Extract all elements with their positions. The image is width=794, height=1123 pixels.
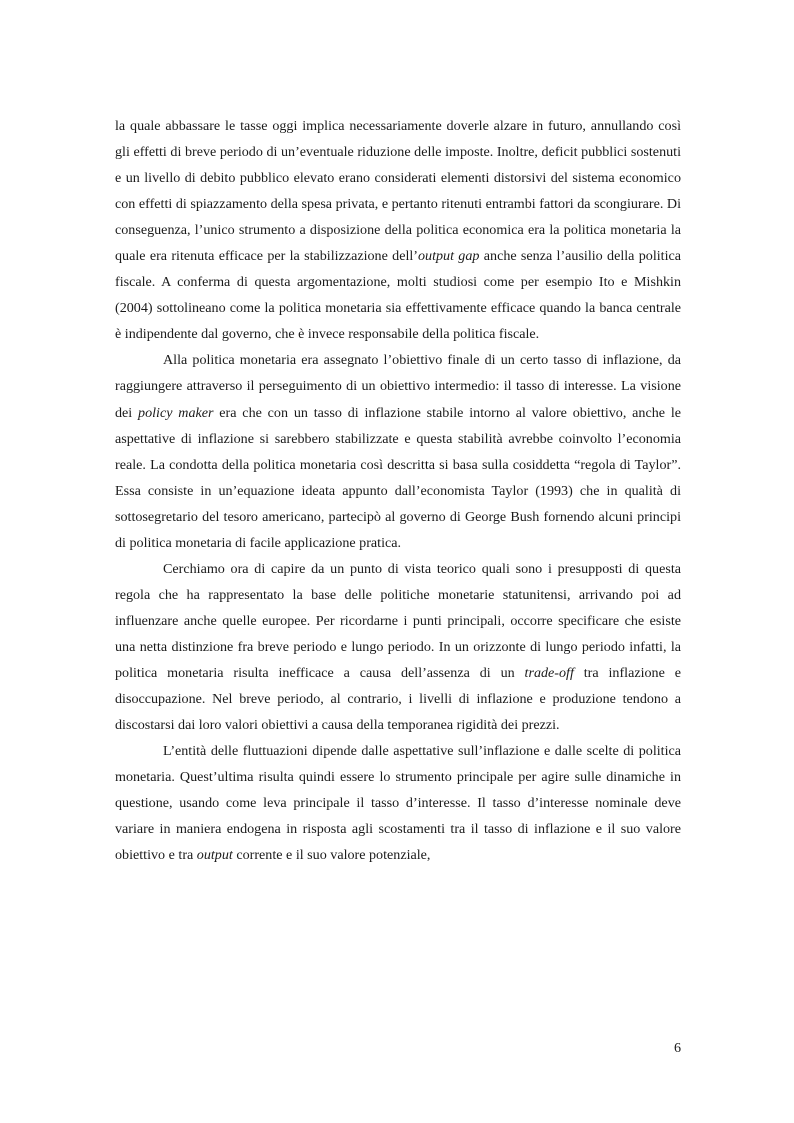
paragraph-2 xyxy=(115,347,681,555)
text-run: la quale abbassare le tasse oggi implica necessariamente doverle alzare in futuro, annullando così gli effetti di breve periodo di un’eventuale riduzione delle imposte. Inoltre, deficit pubblici sostenuti e un livello di debito pubblico elevato erano considerati elementi distorsivi del sistema economico con effetti di spiazzamento della spesa privata, e pertanto ritenuti entrambi fattori da scongiurare. Di conseguenza, l’unico strumento a disposizione della politica economica era la politica monetaria la quale era ritenuta efficace per la stabilizzazione dell’ xyxy=(115,118,681,265)
italic-term-output: output xyxy=(196,847,233,864)
paragraph-3 xyxy=(115,556,681,738)
text-run: anche senza l’ausilio della politica fiscale. A conferma di questa argomentazione, molti studiosi come per esempio Ito e Mishkin (2004) sottolineano come la politica monetaria sia effettivamente efficace quando la banca centrale è indipendente dal governo, che è invece responsabile della politica fiscale. xyxy=(115,248,681,343)
paragraph-4 xyxy=(115,738,681,868)
body-text xyxy=(115,113,681,868)
text-run: Cerchiamo ora di capire da un punto di vista teorico quali sono i presupposti di questa regola che ha rappresentato la base delle politiche monetarie statunitensi, arrivando poi ad influenzare anche quelle europee. Per ricordarne i punti principali, occorre specificare che esiste una netta distinzione fra breve periodo e lungo periodo. In un orizzonte di lungo periodo infatti, la politica monetaria risulta inefficace a causa dell’assenza di un xyxy=(115,560,681,681)
text-run: corrente e il suo valore potenziale, xyxy=(232,847,431,864)
page-number: 6 xyxy=(673,1040,681,1056)
text-run: L’entità delle fluttuazioni dipende dalle aspettative sull’inflazione e dalle scelte di politica monetaria. Quest’ultima risulta quindi essere lo strumento principale per agire sulle dinamiche in questione, usando come leva principale il tasso d’interesse. Il tasso d’interesse nominale deve variare in maniera endogena in risposta agli scostamenti tra il tasso di inflazione e il suo valore obiettivo e tra xyxy=(115,743,681,864)
italic-term-policy-maker: policy maker xyxy=(138,404,214,421)
text-run: era che con un tasso di inflazione stabile intorno al valore obiettivo, anche le aspettative di inflazione si sarebbero stabilizzate e questa stabilità avrebbe coinvolto l’economia reale. La condotta della politica monetaria così descritta si basa sulla cosiddetta “regola di Taylor”. Essa consiste in un’equazione ideata appunto dall’economista Taylor (1993) che in qualità di sottosegretario del tesoro americano, partecipò al governo di George Bush fornendo alcuni principi di politica monetaria di facile applicazione pratica. xyxy=(115,404,682,551)
italic-term-output-gap: output gap xyxy=(417,248,480,265)
text-run: Alla politica monetaria era assegnato l’obiettivo finale di un certo tasso di inflazione, da raggiungere attraverso il perseguimento di un obiettivo intermedio: il tasso di interesse. La visione dei xyxy=(115,352,681,421)
text-run: tra inflazione e disoccupazione. Nel breve periodo, al contrario, i livelli di inflazione e produzione tendono a discostarsi dai loro valori obiettivi a causa della temporanea rigidità dei prezzi. xyxy=(115,664,681,734)
paragraph-1 xyxy=(115,113,681,347)
italic-term-trade-off: trade-off xyxy=(524,664,574,681)
